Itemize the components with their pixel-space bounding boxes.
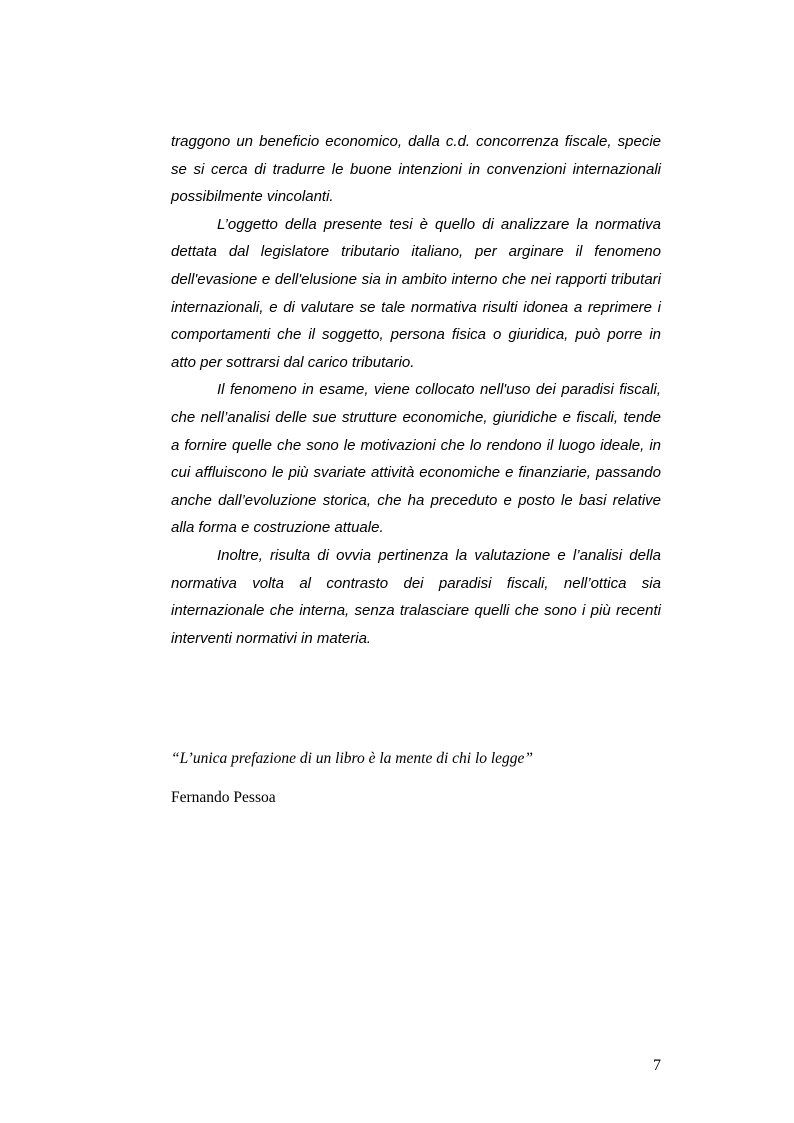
- body-text: [171, 128, 661, 652]
- paragraph-continuation: traggono un beneficio economico, dalla c.d. concorrenza fiscale, specie se si cerca di tradurre le buone intenzioni in convenzioni internazionali possibilmente vincolanti.: [171, 133, 661, 206]
- paragraph-thesis-object: L’oggetto della presente tesi è quello di analizzare la normativa dettata dal legislatore tributario italiano, per arginare il fenomeno dell'evasione e dell'elusione sia in ambito interno che nei rapporti tributari internazionali, e di valutare se tale normativa risulti idonea a reprimere i comportamenti che il soggetto, persona fisica o giuridica, può porre in atto per sottrarsi dal carico tributario.: [171, 215, 661, 371]
- page-number: 7: [653, 1057, 661, 1074]
- epigraph-quote: “L’unica prefazione di un libro è la mente di chi lo legge”: [171, 750, 534, 767]
- epigraph-author: Fernando Pessoa: [171, 789, 276, 806]
- paragraph-regulation: Inoltre, risulta di ovvia pertinenza la valutazione e l’analisi della normativa volta al contrasto dei paradisi fiscali, nell’ottica sia internazionale che interna, senza tralasciare quelli che sono i più recenti interventi normativi in materia.: [171, 546, 661, 647]
- paragraph-phenomenon: Il fenomeno in esame, viene collocato nell'uso dei paradisi fiscali, che nell’analisi delle sue strutture economiche, giuridiche e fiscali, tende a fornire quelle che sono le motivazioni che lo rendono il luogo ideale, in cui affluiscono le più svariate attività economiche e finanziarie, passando anche dall’evoluzione storica, che ha preceduto e posto le basi relative alla forma e costruzione attuale.: [171, 381, 661, 537]
